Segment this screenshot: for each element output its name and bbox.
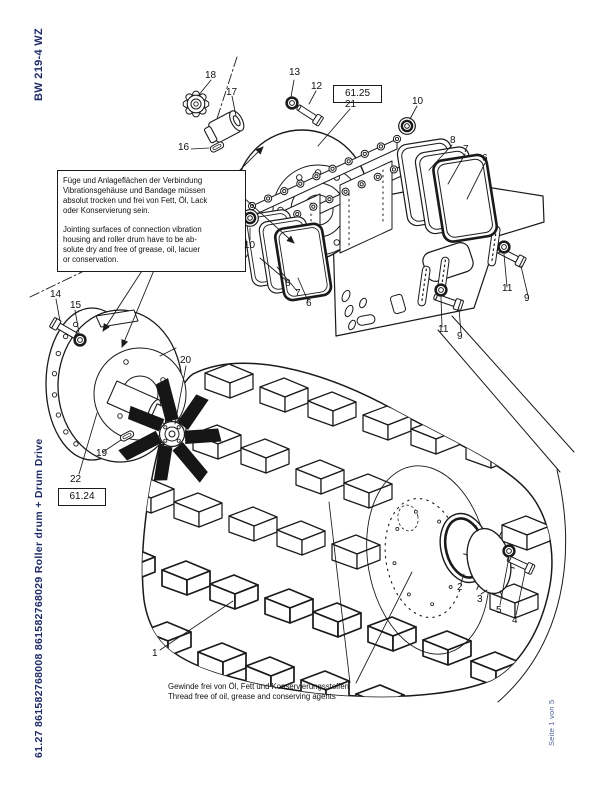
callout-12: 12 bbox=[311, 81, 323, 92]
thread-note bbox=[168, 682, 349, 702]
callout-15: 15 bbox=[70, 300, 82, 311]
callout-3: 3 bbox=[477, 594, 483, 605]
callout-2: 2 bbox=[457, 582, 463, 593]
gear-coupling bbox=[183, 91, 209, 117]
note-de-line: Füge und Anlageflächen der Verbindung bbox=[63, 176, 203, 185]
callout-8-b: 8 bbox=[285, 278, 291, 289]
surface-note-box bbox=[57, 170, 246, 272]
callout-9-b: 9 bbox=[457, 331, 463, 342]
note-en-line: Jointing surfaces of connection vibration bbox=[63, 225, 202, 234]
callout-14: 14 bbox=[50, 289, 62, 300]
callout-5: 5 bbox=[496, 605, 502, 616]
note-en-line: solute dry and free of grease, oil, lacuer bbox=[63, 245, 200, 254]
coupling-hub bbox=[202, 109, 246, 146]
callout-10-b: 10 bbox=[244, 240, 256, 251]
callout-16: 16 bbox=[178, 142, 190, 153]
callout-1: 1 bbox=[152, 648, 158, 659]
note-de-line: absolut trocken und frei von Fett, Öl, Lack bbox=[63, 196, 208, 205]
callout-18: 18 bbox=[205, 70, 217, 81]
note-en-line: housing and roller drum have to be ab- bbox=[63, 235, 197, 244]
machine-model-label: BW 219-4 WZ bbox=[33, 28, 45, 101]
washer-5 bbox=[504, 546, 515, 557]
callout-13: 13 bbox=[289, 67, 301, 78]
bolt-12 bbox=[295, 103, 324, 127]
washer-15 bbox=[75, 335, 86, 346]
washer-13 bbox=[287, 98, 298, 109]
callout-7-b: 7 bbox=[295, 288, 301, 299]
callout-9-a: 9 bbox=[524, 293, 530, 304]
callout-19: 19 bbox=[96, 448, 108, 459]
note-de-line: Vibrationsgehäuse und Bandage müssen bbox=[63, 186, 206, 195]
callout-4: 4 bbox=[512, 615, 518, 626]
washer-11-upper bbox=[499, 242, 510, 253]
ref-box-61-25[interactable]: 61.25 bbox=[333, 85, 382, 103]
page-number-label: Seite 1 von 5 bbox=[547, 699, 556, 746]
callout-7-a: 7 bbox=[463, 144, 469, 155]
callout-8-a: 8 bbox=[450, 135, 456, 146]
section-title-label: 61.27 861582768008 861582768029 Roller drum + Drum Drive bbox=[33, 438, 45, 758]
callout-22: 22 bbox=[70, 474, 82, 485]
ref-box-61-24[interactable]: 61.24 bbox=[58, 488, 106, 506]
callout-20: 20 bbox=[180, 355, 192, 366]
callout-11-a: 11 bbox=[502, 283, 513, 294]
callout-10-a: 10 bbox=[412, 96, 424, 107]
note-de-line: oder Konservierung sein. bbox=[63, 206, 150, 215]
callout-21: 21 bbox=[345, 99, 357, 110]
note-en-line: or conservation. bbox=[63, 255, 119, 264]
callout-6-a: 6 bbox=[482, 153, 488, 164]
callout-11-b: 11 bbox=[438, 324, 449, 335]
callout-6-b: 6 bbox=[306, 298, 312, 309]
thread-note-de: Gewinde frei von Öl, Fett und Konservierungsstoffen bbox=[168, 682, 350, 691]
bushing-10-top bbox=[399, 118, 416, 135]
callout-17: 17 bbox=[226, 87, 238, 98]
washer-11-lower bbox=[436, 285, 447, 296]
thread-note-en: Thread free of oil, grease and conserving agents bbox=[168, 692, 336, 701]
